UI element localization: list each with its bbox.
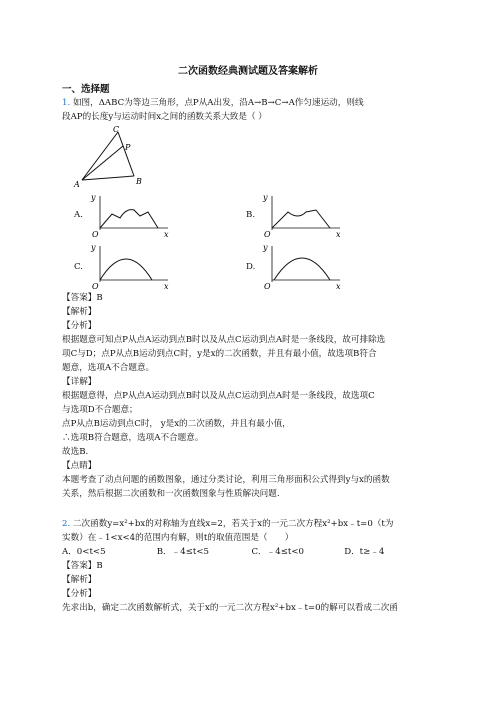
vertex-label-c: C [113,125,120,134]
q1-stem-text1: 如图，ΔABC为等边三角形，点P从A出发，沿A→B→C→A作匀速运动，则线 [72,98,364,108]
origin-label-b: O [264,230,271,238]
q1-analysis-line2: 项C与D；点P从点B运动到点C时，y是x的二次函数，并且有最小值，故选项B符合 [62,349,377,359]
q1-analysis-line1: 根据题意可知点P从点A运动到点B时以及从点C运动到点A时是一条线段，故可排除选 [62,335,386,345]
graph-option-d [260,240,344,290]
q1-detail-line5: 故选B. [62,447,89,457]
q2-stem-line2: 实数）在﹣1<x<4的范围内有解，则t的取值范围是（ ） [62,533,294,543]
q1-analysis-line3: 题意，选项A不合题意。 [62,363,155,373]
q2-answer: 【答案】B [62,561,103,571]
option-d-label: D. [246,262,256,272]
q1-answer: 【答案】B [62,293,103,303]
q1-detail-line4: ∴选项B符合题意，选项A不合题意。 [62,433,204,443]
origin-label-a: O [92,230,99,238]
q1-comment-heading: 【点睛】 [62,461,97,471]
q1-jiexi: 【解析】 [62,307,97,317]
vertex-label-a: A [74,180,80,189]
vertex-label-p: P [125,143,131,152]
q2-fenxi: 【分析】 [62,589,97,599]
graph-option-c [88,240,172,290]
q1-detail-line3: 点P从点B运动到点C时， y是x的二次函数，并且有最小值， [62,419,291,429]
graph-option-b [260,190,344,238]
option-a-label: A. [74,210,83,220]
section-heading: 一、选择题 [62,84,110,95]
axis-y-label-b: y [263,193,268,202]
q2-analysis-line1: 先求出b，确定二次函数解析式，关于x的一元二次方程x²+bx﹣t=0的解可以看成二次函 [62,603,398,613]
q2-options-row [62,546,384,558]
q1-detail-line1: 根据题意得，点P从点A运动到点B时以及从点C运动到点A时是一条线段，故选项C [62,391,375,401]
q1-fenxi: 【分析】 [62,321,97,331]
axis-x-label-c: x [164,282,169,290]
option-b-label: B. [246,210,256,220]
q2-jiexi: 【解析】 [62,575,97,585]
origin-label-c: O [92,282,99,290]
axis-x-label-d: x [336,282,341,290]
axis-x-label-b: x [336,230,341,238]
q2-option-c: C．﹣4≤t<0 [251,547,305,557]
axis-y-label-a: y [91,193,96,202]
q2-option-a: A．0<t<5 [62,547,106,557]
q2-stem-text1: 二次函数y=x²+bx的对称轴为直线x=2，若关于x的一元二次方程x²+bx﹣t=0（t为 [72,519,394,529]
q1-stem-line1 [62,97,364,109]
triangle-figure [72,124,162,190]
q1-comment-line2: 关系，然后根据二次函数和一次函数图象与性质解决问题. [62,489,280,499]
axis-y-label-d: y [263,243,268,252]
q1-number: 1. [62,98,71,108]
q2-option-d: D．t≥﹣4 [344,547,385,557]
axis-x-label-a: x [164,230,169,238]
graph-option-a [88,190,172,238]
q1-detail-heading: 【详解】 [62,377,97,387]
q1-detail-line2: 与选项D不合题意； [62,405,138,415]
option-c-label: C. [74,262,84,272]
q2-number: 2. [62,519,71,529]
q2-stem-line1 [62,518,393,530]
origin-label-d: O [264,282,271,290]
q1-comment-line1: 本题考查了动点问题的函数图象，通过分类讨论，利用三角形面积公式得到y与x的函数 [62,475,390,485]
axis-y-label-c: y [91,243,96,252]
vertex-label-b: B [136,177,142,186]
document-title: 二次函数经典测试题及答案解析 [178,66,318,77]
q2-option-b: B．﹣4≤t<5 [156,547,210,557]
q1-stem-line2: 段AP的长度y与运动时间x之间的函数关系大致是（ ） [62,112,267,122]
